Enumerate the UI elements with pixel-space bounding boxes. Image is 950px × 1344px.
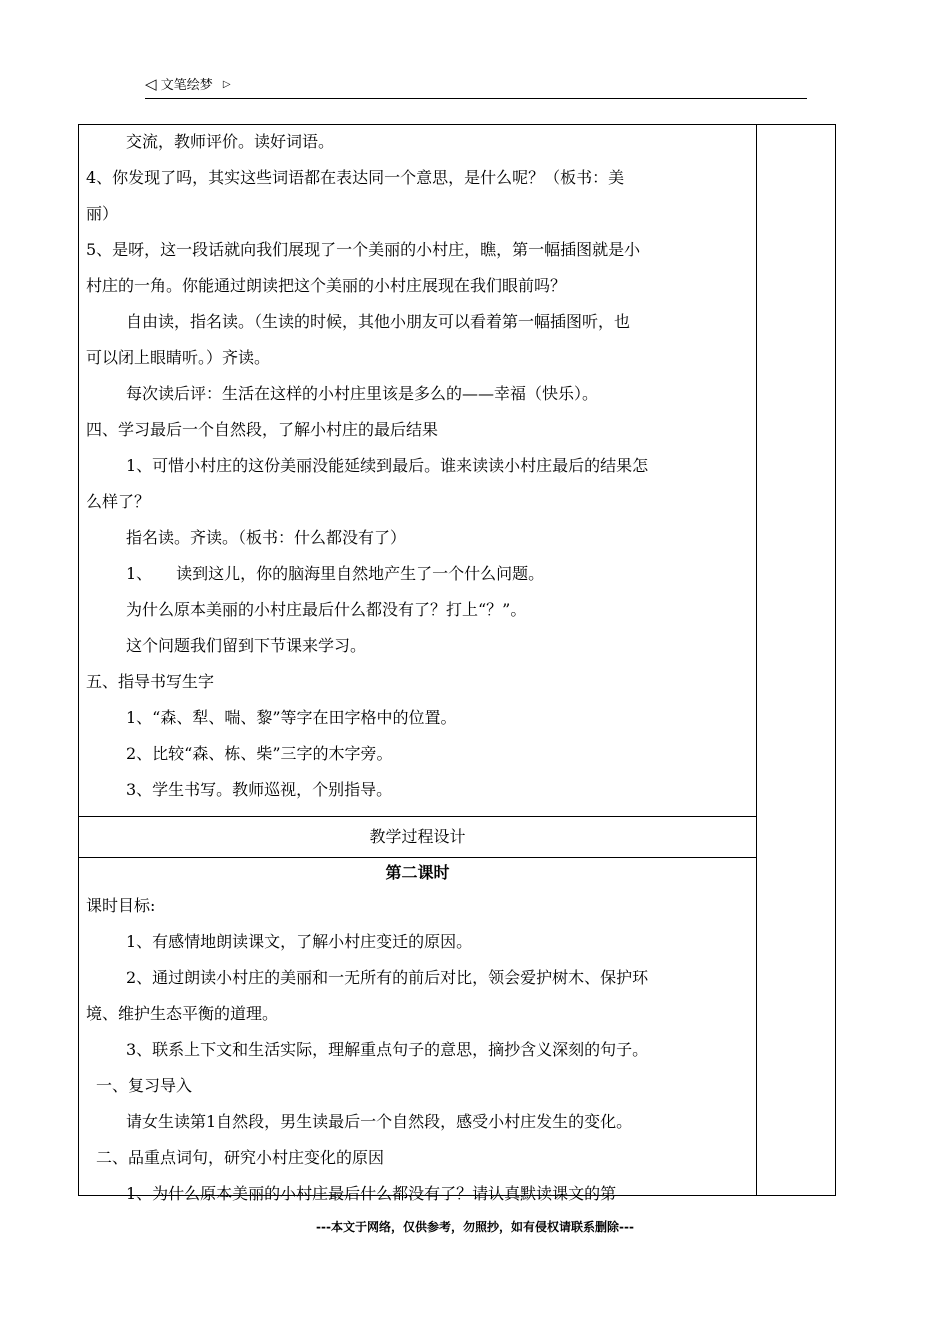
text-line: 一、复习导入 [96, 1076, 193, 1095]
text-line: 境、维护生态平衡的道理。 [86, 1004, 279, 1023]
text-line: 1、为什么原本美丽的小村庄最后什么都没有了？请认真默读课文的第 [126, 1184, 617, 1203]
text-line: 指名读。齐读。（板书：什么都没有了） [126, 528, 407, 547]
text-line: 这个问题我们留到下节课来学习。 [126, 636, 367, 655]
text-line: 5、是呀，这一段话就向我们展现了一个美丽的小村庄，瞧，第一幅插图就是小 [86, 240, 641, 259]
text-line: 可以闭上眼睛听。）齐读。 [86, 348, 271, 367]
text-line: 2、通过朗读小村庄的美丽和一无所有的前后对比，领会爱护树木、保护环 [126, 968, 649, 987]
lesson-title: 第二课时 [385, 863, 450, 882]
text-line: 每次读后评：生活在这样的小村庄里该是多么的——幸福（快乐）。 [126, 384, 599, 403]
text-line: 自由读，指名读。（生读的时候，其他小朋友可以看着第一幅插图听，也 [126, 312, 631, 331]
table-column-divider [756, 124, 757, 1196]
text-line: 3、学生书写。教师巡视，个别指导。 [126, 780, 393, 799]
lesson-part-one [86, 124, 750, 808]
text-line: 五、指导书写生字 [86, 672, 215, 691]
text-line: 四、学习最后一个自然段，了解小村庄的最后结果 [86, 420, 439, 439]
triangle-left-icon: ◁ [145, 75, 157, 93]
brand-mark [145, 74, 231, 96]
brand-name: 文笔绘梦 [160, 78, 213, 93]
text-line: 交流，教师评价。读好词语。 [126, 132, 335, 151]
lesson-part-two [86, 888, 750, 1212]
text-line: 1、有感情地朗读课文，了解小村庄变迁的原因。 [126, 932, 473, 951]
text-line: 村庄的一角。你能通过朗读把这个美丽的小村庄展现在我们眼前吗？ [86, 276, 567, 295]
page-header [145, 74, 807, 99]
text-line: 课时目标: [86, 896, 156, 915]
text-line: 3、联系上下文和生活实际，理解重点句子的意思，摘抄含义深刻的句子。 [126, 1040, 649, 1059]
text-line: 请女生读第1自然段，男生读最后一个自然段，感受小村庄发生的变化。 [126, 1112, 633, 1131]
text-line: 1、 读到这儿，你的脑海里自然地产生了一个什么问题。 [126, 564, 545, 583]
page-footer: ---本文于网络，仅供参考，勿照抄，如有侵权请联系删除--- [316, 1220, 634, 1234]
text-line: 1、可惜小村庄的这份美丽没能延续到最后。谁来读读小村庄最后的结果怎 [126, 456, 649, 475]
text-line: 2、比较“森、栋、柴”三字的木字旁。 [126, 744, 393, 763]
table-header-cell: 教学过程设计 [369, 827, 466, 846]
triangle-right-icon: ▷ [222, 79, 231, 90]
text-line: 1、“森、犁、喘、黎”等字在田字格中的位置。 [126, 708, 457, 727]
text-line: 二、品重点词句，研究小村庄变化的原因 [96, 1148, 385, 1167]
text-line: 么样了？ [86, 492, 151, 511]
text-line: 为什么原本美丽的小村庄最后什么都没有了？打上“？”。 [126, 600, 527, 619]
text-line: 4、你发现了吗，其实这些词语都在表达同一个意思，是什么呢？（板书：美 [86, 168, 625, 187]
text-line: 丽） [86, 204, 119, 223]
